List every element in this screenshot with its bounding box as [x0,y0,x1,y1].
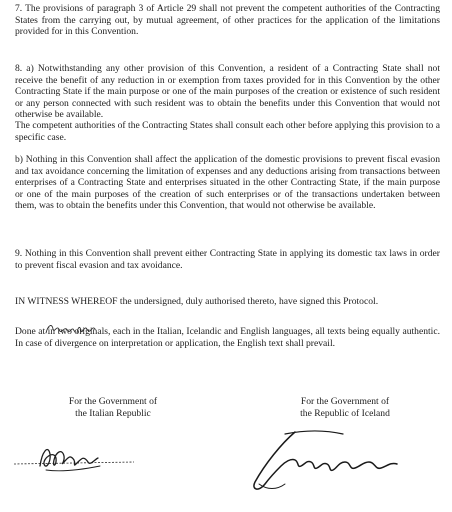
signatory-italy-line1: For the Government of [68,396,158,407]
paragraph-8a-continuation: The competent authorities of the Contracting States shall consult each other before applying this provision to a specific case. [15,120,440,143]
signatory-iceland-line1: For the Government of [300,396,390,407]
italian-signature [10,436,140,496]
icelandic-signature [225,424,425,504]
done-at-clause: Done at in two originals, each in the Italian, Icelandic and English languages, all texts being equally authentic. In case of divergence on interpretation or application, the English text shall prevail. [15,326,440,349]
signatory-iceland-line2: the Republic of Iceland [300,407,390,419]
paragraph-8a: 8. a) Notwithstanding any other provision of this Convention, a resident of a Contracting State shall not receive the benefit of any reduction in or exemption from taxes provided for in this Convention by the other Contracting State if the main purpose or one of the main purposes of the creation or existence of such resident or any person connected with such resident was to obtain the benefits under this Convention that would not otherwise be available. [15,63,440,121]
signatory-iceland [250,396,440,419]
signatory-italy [18,396,208,419]
handwritten-place-date [44,319,96,339]
paragraph-7: 7. The provisions of paragraph 3 of Article 29 shall not prevent the competent authorities of the Contracting States from the carrying out, by mutual agreement, of other practices for the application of the limitations provided for in this Convention. [15,3,440,38]
paragraph-9: 9. Nothing in this Convention shall prevent either Contracting State in applying its domestic tax laws in order to prevent fiscal evasion and tax avoidance. [15,248,440,271]
witness-clause: IN WITNESS WHEREOF the undersigned, duly authorised thereto, have signed this Protocol. [15,296,379,307]
paragraph-8b: b) Nothing in this Convention shall affect the application of the domestic provisions to prevent fiscal evasion and tax avoidance concerning the limitation of expenses and any deductions arising from transactions between enterprises of a Contracting State and enterprises situated in the other Contracting State, if the main purpose or one of the main purposes of the creation of such enterprises or of the transactions undertaken between them, was to obtain the benefits under this Convention, that would not otherwise be available. [15,154,440,212]
signatory-italy-line2: the Italian Republic [75,407,151,419]
